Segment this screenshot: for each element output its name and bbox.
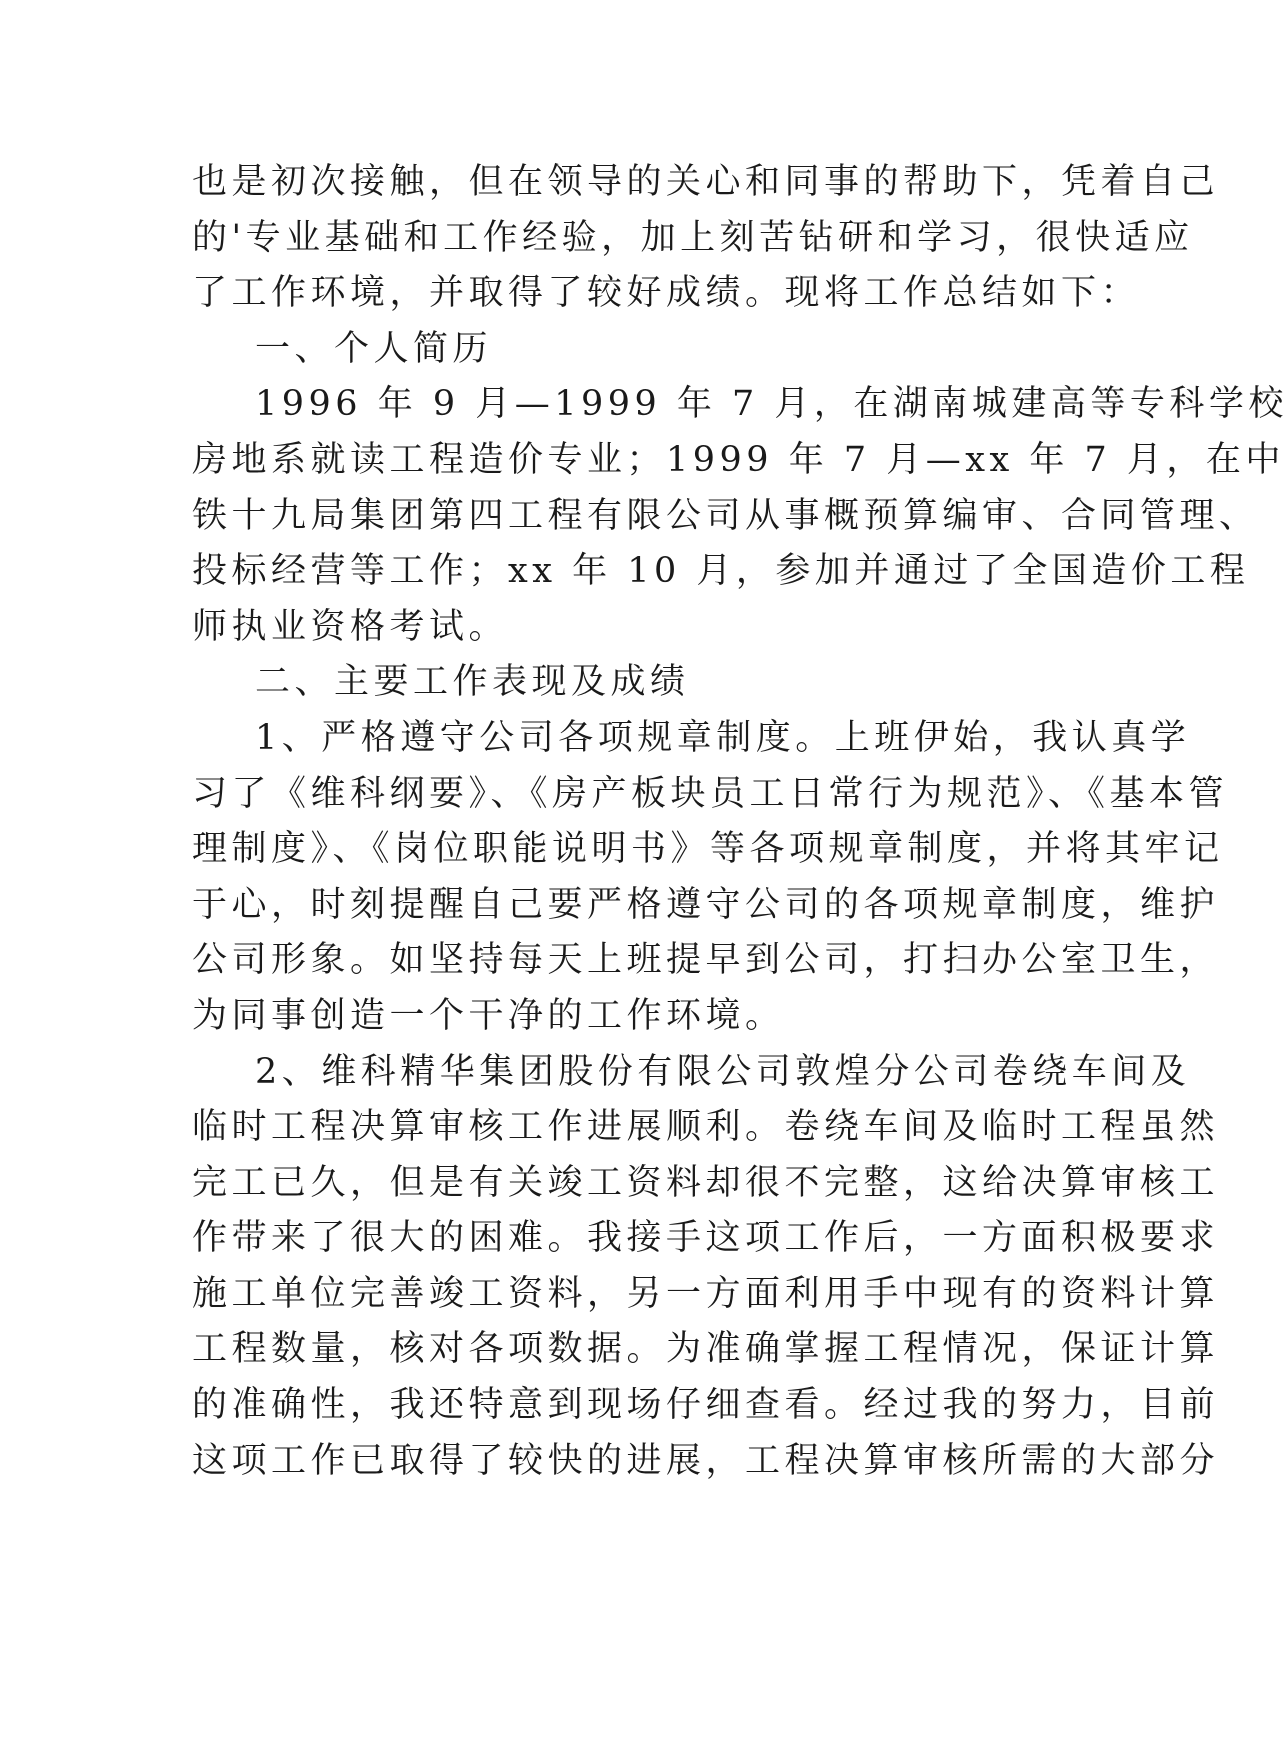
text-line: 了工作环境，并取得了较好成绩。现将工作总结如下： (192, 273, 1141, 314)
text-line: 师执业资格考试。 (192, 606, 509, 647)
text-line: 也是初次接触，但在领导的关心和同事的帮助下，凭着自己 (192, 162, 1220, 202)
text-line: 为同事创造一个干净的工作环境。 (192, 995, 785, 1036)
text-line: 1996 年 9 月—1999 年 7 月，在湖南城建高等专科学校 (255, 384, 1288, 425)
text-line: 2、维科精华集团股份有限公司敦煌分公司卷绕车间及 (255, 1051, 1191, 1092)
text-line: 工程数量，核对各项数据。为准确掌握工程情况，保证计算 (192, 1329, 1220, 1370)
text-line: 铁十九局集团第四工程有限公司从事概预算编审、合同管理、 (192, 495, 1259, 536)
text-line: 投标经营等工作；xx 年 10 月，参加并通过了全国造价工程 (192, 551, 1250, 592)
text-line: 公司形象。如坚持每天上班提早到公司，打扫办公室卫生， (192, 940, 1220, 981)
document-body (192, 155, 1288, 1489)
text-line: 的准确性，我还特意到现场仔细查看。经过我的努力，目前 (192, 1385, 1220, 1426)
text-line: 临时工程决算审核工作进展顺利。卷绕车间及临时工程虽然 (192, 1107, 1220, 1148)
text-line: 1、严格遵守公司各项规章制度。上班伊始，我认真学 (255, 717, 1191, 758)
text-line: 理制度》、《岗位职能说明书》等各项规章制度，并将其牢记 (192, 829, 1224, 870)
text-line: 的'专业基础和工作经验，加上刻苦钻研和学习，很快适应 (192, 217, 1194, 258)
text-line: 完工已久，但是有关竣工资料却很不完整，这给决算审核工 (192, 1162, 1220, 1203)
text-line: 一、个人简历 (255, 328, 493, 369)
text-line: 作带来了很大的困难。我接手这项工作后，一方面积极要求 (192, 1218, 1220, 1259)
text-line: 房地系就读工程造价专业；1999 年 7 月—xx 年 7 月，在中 (192, 439, 1285, 480)
text-line: 习了《维科纲要》、《房产板块员工日常行为规范》、《基本管 (192, 773, 1229, 814)
text-line: 这项工作已取得了较快的进展，工程决算审核所需的大部分 (192, 1440, 1220, 1481)
text-line: 于心，时刻提醒自己要严格遵守公司的各项规章制度，维护 (192, 884, 1220, 925)
text-line: 二、主要工作表现及成绩 (255, 662, 690, 703)
text-line: 施工单位完善竣工资料，另一方面利用手中现有的资料计算 (192, 1273, 1220, 1314)
